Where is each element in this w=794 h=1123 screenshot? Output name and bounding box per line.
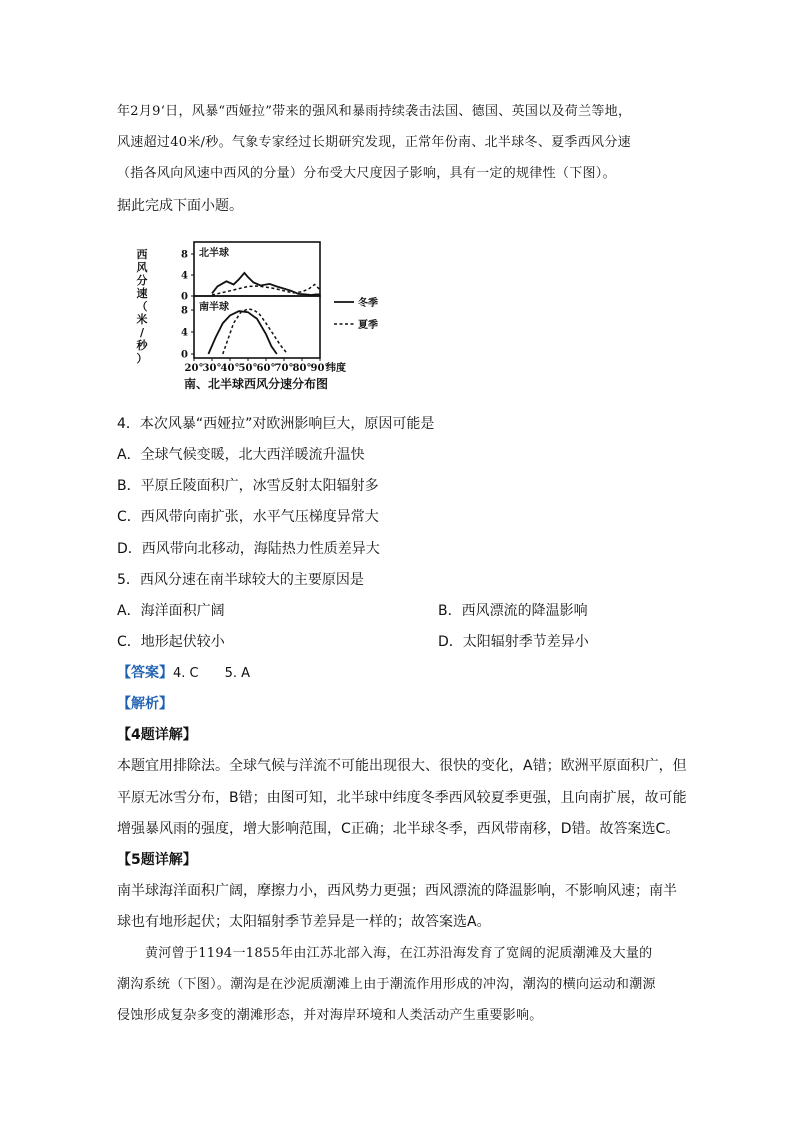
x-tick-label: 60° [256,363,276,374]
y-axis-label-char: （ [136,300,148,313]
series-line-summer [223,309,288,354]
intro-line-2: 风速超过40米/秒。气象专家经过长期研究发现，正常年份南、北半球冬、夏季西风分速 [117,135,631,150]
detail4-line-2: 平原无冰雪分布，B错；由图可知，北半球中纬度冬季西风较夏季更强，且向南扩展，故可能 [117,790,687,806]
intro-line-1: 年2月9‘日，风暴“西娅拉”带来的强风和暴雨持续袭击法国、德国、英国以及荷兰等地， [117,104,632,119]
q4-option-d: D．西风带向北移动，海陆热力性质差异大 [117,541,380,557]
detail5-line-1: 南半球海洋面积广阔，摩擦力小，西风势力更强；西风漂流的降温影响，不影响风速；南半 [117,883,677,899]
y-axis-label [136,247,149,365]
y-tick-label: 8 [181,305,188,317]
x-tick-label: 40° [220,363,240,374]
q5-stem: 5．西风分速在南半球较大的主要原因是 [117,572,364,588]
panel-name: 南半球 [199,302,229,313]
y-tick-label: 0 [181,349,188,361]
legend-label: 冬季 [358,298,378,309]
q5-option-d: D．太阳辐射季节差异小 [438,634,589,650]
chart-title: 南、北半球西风分速分布图 [183,377,329,391]
detail5-tag: 【5题详解】 [117,852,197,868]
intro-line-3: （指各风向风速中西风的分量）分布受大尺度因子影响，具有一定的规律性（下图）。 [117,166,616,181]
x-tick-label: 70° [274,363,294,374]
answer-line [117,663,250,684]
y-tick-label: 8 [181,249,188,261]
x-axis [185,358,346,374]
q5-option-b: B．西风漂流的降温影响 [438,603,588,619]
chart-series [208,273,320,354]
detail4-tag: 【4题详解】 [117,727,197,743]
x-tick-label: 90° [310,363,330,374]
y-axis-label-char: / [139,326,145,339]
y-axis-label-char: 分 [136,274,148,287]
panel-name: 北半球 [199,248,229,259]
analysis-line [117,694,173,714]
q5-option-a: A．海洋面积广阔 [117,603,225,619]
analysis-tag: 【解析】 [117,696,173,712]
x-tick-label: 50° [238,363,258,374]
y-axis-label-char: 米 [136,313,148,326]
chart-frames [194,242,320,358]
y-axis-label-char: 西 [136,248,148,261]
q4-option-a: A．全球气候变暖，北大西洋暖流升温快 [117,447,365,463]
x-tick-label: 30° [202,363,222,374]
y-axis-label-char: 风 [136,261,148,274]
intro-line-4: 据此完成下面小题。 [117,198,243,214]
q4-option-c: C．西风带向南扩张，水平气压梯度异常大 [117,509,379,525]
answer-value: 4. C 5. A [173,666,251,681]
chart-legend [334,296,378,331]
y-tick-label: 4 [181,327,188,339]
y-tick-label: 4 [181,270,188,282]
q5-option-c: C．地形起伏较小 [117,634,225,650]
westerly-chart [128,236,398,396]
q4-stem: 4．本次风暴“西娅拉”对欧洲影响巨大，原因可能是 [117,416,435,432]
chart-ticks [181,250,194,361]
detail4-line-3: 增强暴风雨的强度，增大影响范围，C正确；北半球冬季，西风带南移，D错。故答案选C。 [117,821,680,837]
x-tick-label: 80° [292,363,312,374]
series-line-winter [208,311,276,354]
next-line-3: 侵蚀形成复杂多变的潮滩形态，并对海岸环境和人类活动产生重要影响。 [117,1008,543,1023]
y-axis-label-char: ） [136,352,148,365]
next-line-2: 潮沟系统（下图）。潮沟是在沙泥质潮滩上由于潮流作用形成的冲沟，潮沟的横向运动和潮源 [117,977,656,992]
next-line-1: 黄河曾于1194一1855年由江苏北部入海，在江苏沿海发育了宽阔的泥质潮滩及大量的 [145,946,653,961]
y-axis-label-char: 秒 [136,339,148,352]
legend-label: 夏季 [358,320,378,331]
answer-tag: 【答案】 [117,665,173,681]
x-axis-unit-label: 纬度 [326,363,346,374]
x-tick-label: 20° [184,363,204,374]
chart-svg [128,236,398,396]
y-axis-label-char: 速 [136,287,148,300]
detail4-line-1: 本题宜用排除法。全球气候与洋流不可能出现很大、很快的变化，A错；欧洲平原面积广，但 [117,758,687,774]
detail5-line-2: 球也有地形起伏；太阳辐射季节差异是一样的；故答案选A。 [117,914,491,930]
y-tick-label: 0 [181,291,188,303]
q4-option-b: B．平原丘陵面积广，冰雪反射太阳辐射多 [117,478,379,494]
